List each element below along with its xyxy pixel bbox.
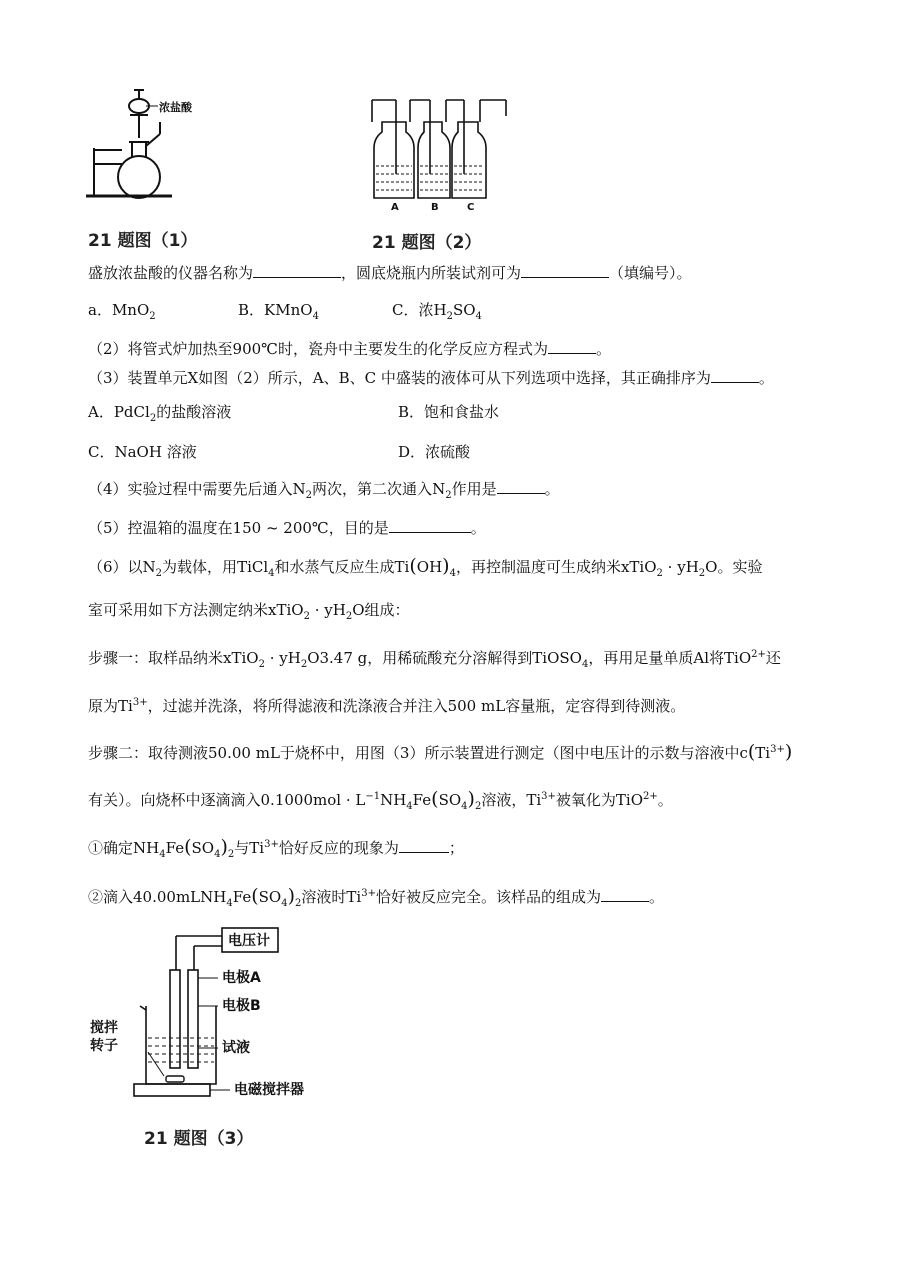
figure-3-caption: 21 题图（3） (144, 1129, 254, 1149)
step-2-line-2: 有关）。向烧杯中逐滴滴入$0.1000mol \cdot L^{-1}NH_4Fe(SO_4)_2$溶液，$Ti^{3+}$被氧化为TiO$^{2+}$。 (88, 788, 673, 812)
magnetic-stirrer-label: 电磁搅拌器 (234, 1082, 304, 1098)
bottle-b-label: B (431, 202, 439, 213)
answer-blank[interactable] (521, 262, 609, 278)
step-1-line-1: 步骤一：取样品纳米xTiO$_2$ · $yH_2O3.47$ g，用稀硫酸充分溶解得到TiOSO$_4$，再用足量单质Al将TiO$^{2+}$还 (88, 649, 781, 670)
figure-2-apparatus (366, 92, 516, 214)
sub-question-2: ②滴入$40.00mLNH_4Fe(SO_4)_2$溶液时$Ti^{3+}$恰好被反应完全。该样品的组成为 。 (88, 885, 664, 909)
figure-1-apparatus (82, 82, 232, 207)
question-3: （3）装置单元X如图（2）所示，A、B、C 中盛装的液体可从下列选项中选择，其正确排序为 。 (88, 369, 774, 387)
answer-blank[interactable] (548, 338, 596, 354)
step-1-line-2: 原为$Ti^{3+}$，过滤并洗涤，将所得滤液和洗涤液合并注入500 mL容量瓶，定容得到待测液。 (88, 697, 686, 715)
q1-option-b: B．KMnO$_4$ (238, 301, 319, 322)
voltmeter-label: 电压计 (228, 933, 270, 949)
bottle-a-label: A (391, 202, 399, 213)
answer-blank[interactable] (399, 837, 449, 853)
bottle-c-label: C (467, 202, 475, 213)
figure-3-apparatus (90, 926, 330, 1101)
stirrer-bar-label-2: 转子 (90, 1038, 118, 1054)
q3-option-b: B．饱和食盐水 (398, 403, 500, 421)
figure-2-caption: 21 题图（2） (372, 233, 482, 253)
question-6-line-1: （6）以$N_2$为载体，用TiCl$_4$和水蒸气反应生成$Ti(OH)_4$，再控制温度可生成纳米xTiO$_2$ · $yH_2O$。实验 (88, 555, 763, 579)
q1-option-c: C．浓$H_2SO_4$ (392, 301, 482, 322)
electrode-b-label: 电极B (222, 998, 261, 1014)
test-solution-label: 试液 (222, 1040, 250, 1056)
question-1-stem: 盛放浓盐酸的仪器名称为 ，圆底烧瓶内所装试剂可为 （填编号）。 (88, 264, 692, 282)
question-5: （5）控温箱的温度在150 ~ 200℃，目的是 。 (88, 519, 486, 537)
answer-blank[interactable] (389, 517, 471, 533)
label-concentrated-hcl: 浓盐酸 (159, 101, 192, 114)
sub-question-1: ①确定$NH_4Fe(SO_4)_2$与$Ti^{3+}$恰好反应的现象为 ； (88, 836, 464, 860)
answer-blank[interactable] (711, 367, 759, 383)
figure-1-caption: 21 题图（1） (88, 231, 198, 251)
answer-blank[interactable] (601, 886, 649, 902)
q3-option-c: C．NaOH 溶液 (88, 443, 197, 461)
q3-option-a: A．PdCl$_2$的盐酸溶液 (88, 403, 232, 424)
answer-blank[interactable] (253, 262, 341, 278)
step-2-line-1: 步骤二：取待测液50.00 mL于烧杯中，用图（3）所示装置进行测定（图中电压计的示数与溶液中$c(Ti^{3+})$ (88, 741, 793, 763)
question-6-line-2: 室可采用如下方法测定纳米xTiO$_2$ · $yH_2O$组成： (88, 601, 410, 622)
q3-option-d: D．浓硫酸 (398, 443, 471, 461)
electrode-a-label: 电极A (222, 970, 261, 986)
q1-option-a: a．MnO$_2$ (88, 301, 156, 322)
stirrer-bar-label-1: 搅拌 (90, 1020, 118, 1036)
answer-blank[interactable] (497, 478, 545, 494)
question-4: （4）实验过程中需要先后通入$N_2$两次，第二次通入$N_2$作用是 。 (88, 480, 560, 501)
question-2: （2）将管式炉加热至900℃时，瓷舟中主要发生的化学反应方程式为 。 (88, 340, 611, 358)
